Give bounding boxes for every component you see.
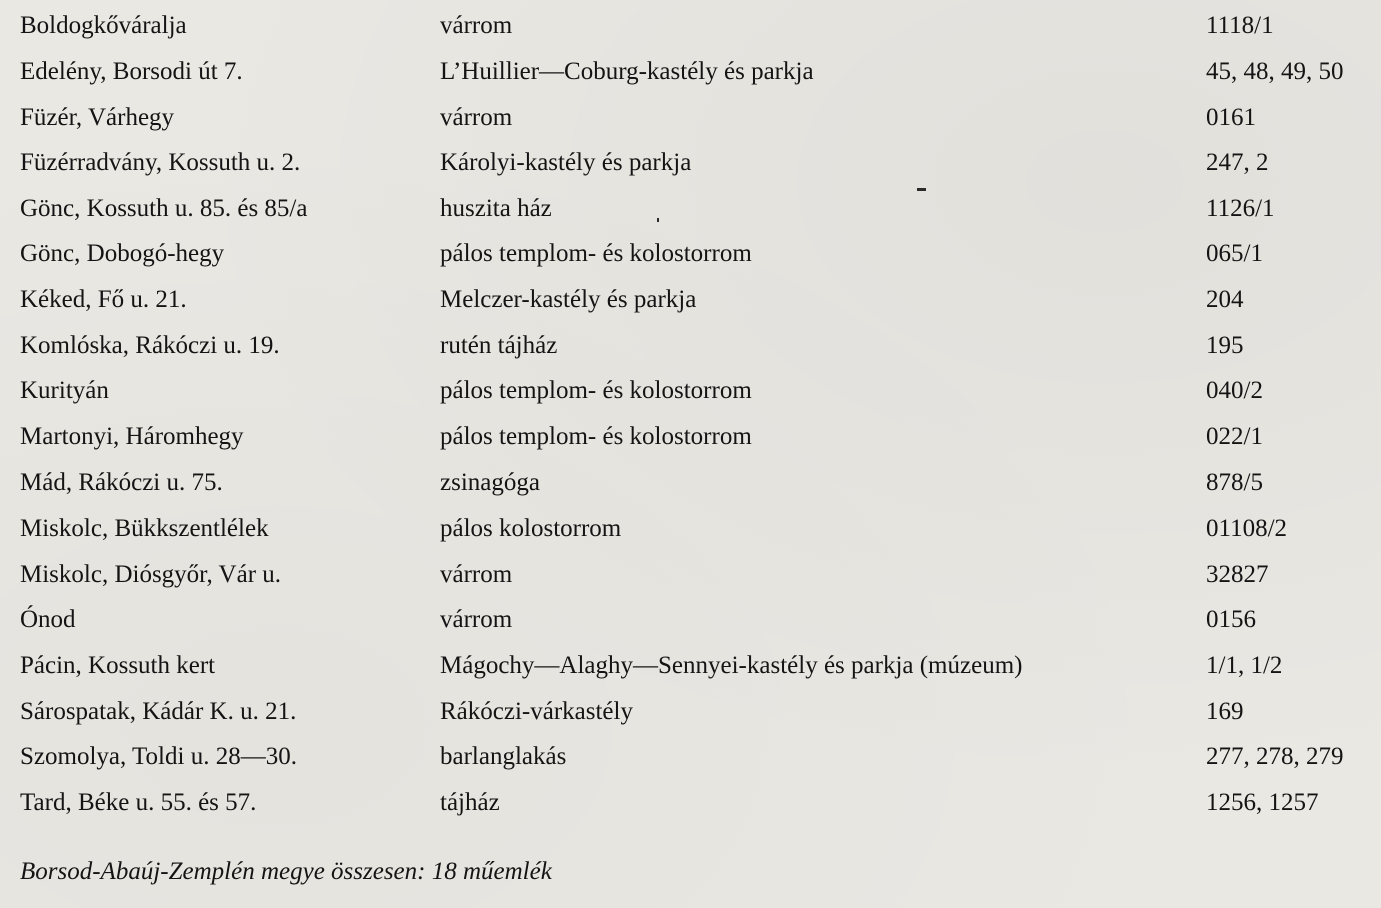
print-speck	[917, 188, 926, 191]
table-row	[0, 690, 1381, 734]
lot-number-cell: 040/2	[1206, 377, 1263, 404]
table-row	[0, 735, 1381, 779]
table-row	[0, 232, 1381, 276]
monument-cell: tájház	[440, 789, 500, 816]
monument-cell: barlanglakás	[440, 743, 567, 770]
place-cell: Sárospatak, Kádár K. u. 21.	[20, 698, 297, 725]
table-row	[0, 507, 1381, 551]
lot-number-cell: 32827	[1206, 561, 1269, 588]
lot-number-cell: 169	[1206, 698, 1244, 725]
place-cell: Szomolya, Toldi u. 28—30.	[20, 743, 297, 770]
monument-cell: Rákóczi-várkastély	[440, 698, 633, 725]
monument-cell: pálos templom- és kolostorrom	[440, 423, 752, 450]
lot-number-cell: 195	[1206, 332, 1244, 359]
monument-cell: zsinagóga	[440, 469, 540, 496]
place-cell: Miskolc, Diósgyőr, Vár u.	[20, 561, 282, 588]
lot-number-cell: 45, 48, 49, 50	[1206, 58, 1344, 85]
place-cell: Boldogkőváralja	[20, 12, 187, 39]
place-cell: Pácin, Kossuth kert	[20, 652, 216, 679]
lot-number-cell: 277, 278, 279	[1206, 743, 1344, 770]
place-cell: Gönc, Kossuth u. 85. és 85/a	[20, 195, 308, 222]
table-row	[0, 141, 1381, 185]
table-row	[0, 96, 1381, 140]
place-cell: Martonyi, Háromhegy	[20, 423, 244, 450]
monument-cell: Károlyi-kastély és parkja	[440, 149, 692, 176]
place-cell: Mád, Rákóczi u. 75.	[20, 469, 223, 496]
lot-number-cell: 1/1, 1/2	[1206, 652, 1283, 679]
place-cell: Gönc, Dobogó-hegy	[20, 240, 225, 267]
place-cell: Kéked, Fő u. 21.	[20, 286, 187, 313]
monument-cell: várrom	[440, 104, 513, 131]
lot-number-cell: 0156	[1206, 606, 1256, 633]
table-row	[0, 415, 1381, 459]
monument-cell: várrom	[440, 606, 513, 633]
lot-number-cell: 204	[1206, 286, 1244, 313]
table-row	[0, 187, 1381, 231]
lot-number-cell: 878/5	[1206, 469, 1263, 496]
table-row	[0, 598, 1381, 642]
lot-number-cell: 1118/1	[1206, 12, 1274, 39]
table-row	[0, 781, 1381, 825]
place-cell: Füzér, Várhegy	[20, 104, 175, 131]
table-row	[0, 369, 1381, 413]
monument-cell: várrom	[440, 12, 513, 39]
monument-cell: pálos templom- és kolostorrom	[440, 240, 752, 267]
table-row	[0, 324, 1381, 368]
lot-number-cell: 1256, 1257	[1206, 789, 1319, 816]
lot-number-cell: 1126/1	[1206, 195, 1275, 222]
lot-number-cell: 01108/2	[1206, 515, 1288, 542]
place-cell: Tard, Béke u. 55. és 57.	[20, 789, 257, 816]
monument-cell: pálos kolostorrom	[440, 515, 622, 542]
place-cell: Komlóska, Rákóczi u. 19.	[20, 332, 280, 359]
county-total-summary: Borsod-Abaúj-Zemplén megye összesen: 18 műemlék	[20, 858, 552, 885]
place-cell: Ónod	[20, 606, 76, 633]
print-speck	[657, 218, 659, 222]
table-row	[0, 461, 1381, 505]
place-cell: Miskolc, Bükkszentlélek	[20, 515, 269, 542]
place-cell: Edelény, Borsodi út 7.	[20, 58, 243, 85]
lot-number-cell: 022/1	[1206, 423, 1263, 450]
place-cell: Kurityán	[20, 377, 109, 404]
table-row	[0, 644, 1381, 688]
table-row	[0, 50, 1381, 94]
lot-number-cell: 247, 2	[1206, 149, 1269, 176]
table-row	[0, 278, 1381, 322]
monument-cell: várrom	[440, 561, 513, 588]
table-row	[0, 4, 1381, 48]
monument-cell: pálos templom- és kolostorrom	[440, 377, 752, 404]
lot-number-cell: 065/1	[1206, 240, 1263, 267]
monument-cell: Melczer-kastély és parkja	[440, 286, 697, 313]
monument-cell: L’Huillier—Coburg-kastély és parkja	[440, 58, 814, 85]
monument-cell: Mágochy—Alaghy—Sennyei-kastély és parkja (múzeum)	[440, 652, 1023, 679]
place-cell: Füzérradvány, Kossuth u. 2.	[20, 149, 301, 176]
monument-cell: huszita ház	[440, 195, 552, 222]
lot-number-cell: 0161	[1206, 104, 1256, 131]
monument-cell: rutén tájház	[440, 332, 558, 359]
table-row	[0, 553, 1381, 597]
